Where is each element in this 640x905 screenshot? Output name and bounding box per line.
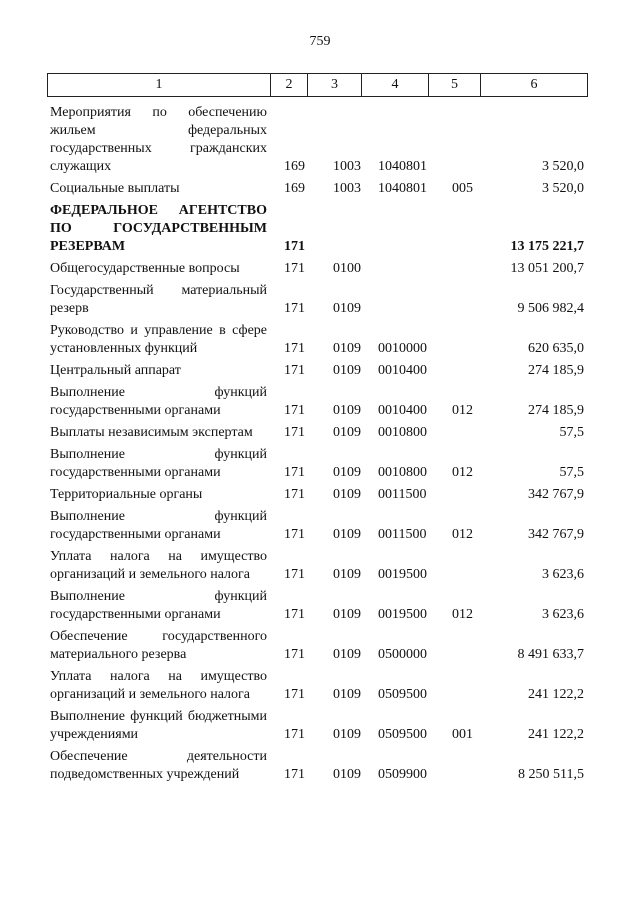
row-csr: 0010000 — [378, 341, 427, 356]
table-row — [50, 362, 586, 380]
table-row — [50, 486, 586, 504]
row-name: Выплаты независимым экспертам — [50, 425, 253, 440]
row-sum: 3 520,0 — [542, 181, 584, 196]
table-row — [50, 104, 586, 176]
row-rz: 0109 — [333, 425, 361, 440]
row-vr: 012 — [452, 607, 473, 622]
row-ved: 171 — [284, 767, 305, 782]
row-ved: 171 — [284, 261, 305, 276]
table-row — [50, 322, 586, 358]
row-sum: 13 175 221,7 — [510, 239, 584, 254]
table-row — [50, 508, 586, 544]
row-csr: 0500000 — [378, 647, 427, 662]
row-name: Центральный аппарат — [50, 363, 181, 378]
row-csr: 0509500 — [378, 687, 427, 702]
row-rz: 0109 — [333, 567, 361, 582]
table-row — [50, 180, 586, 198]
row-vr: 001 — [452, 727, 473, 742]
row-rz: 0109 — [333, 363, 361, 378]
column-header-3: 3 — [308, 74, 362, 97]
row-ved: 171 — [284, 341, 305, 356]
row-name: Социальные выплаты — [50, 181, 180, 196]
row-ved: 171 — [284, 567, 305, 582]
row-csr: 0010800 — [378, 465, 427, 480]
row-ved: 171 — [284, 403, 305, 418]
row-name: Выполнение функций бюджетными учреждениями — [50, 709, 267, 742]
row-sum: 342 767,9 — [528, 487, 584, 502]
table-row-agency-total — [50, 202, 586, 256]
row-sum: 342 767,9 — [528, 527, 584, 542]
budget-table-body — [50, 104, 586, 788]
row-sum: 241 122,2 — [528, 727, 584, 742]
row-sum: 57,5 — [559, 465, 584, 480]
row-ved: 171 — [284, 465, 305, 480]
table-row — [50, 384, 586, 420]
row-sum: 274 185,9 — [528, 403, 584, 418]
row-name: Выполнение функций государственными органами — [50, 509, 267, 542]
row-csr: 0019500 — [378, 567, 427, 582]
column-header-row — [48, 74, 588, 97]
column-header-1: 1 — [48, 74, 271, 97]
row-ved: 171 — [284, 647, 305, 662]
row-name: Уплата налога на имущество организаций и земельного налога — [50, 669, 267, 702]
row-sum: 9 506 982,4 — [517, 301, 584, 316]
row-ved: 171 — [284, 363, 305, 378]
column-header-2: 2 — [271, 74, 308, 97]
row-sum: 13 051 200,7 — [510, 261, 584, 276]
table-row — [50, 668, 586, 704]
row-csr: 0010400 — [378, 403, 427, 418]
row-sum: 57,5 — [559, 425, 584, 440]
row-ved: 169 — [284, 181, 305, 196]
row-csr: 0010800 — [378, 425, 427, 440]
row-sum: 3 520,0 — [542, 159, 584, 174]
row-name: Уплата налога на имущество организаций и земельного налога — [50, 549, 267, 582]
row-ved: 171 — [284, 607, 305, 622]
row-name: Государственный материальный резерв — [50, 283, 267, 316]
row-sum: 8 250 511,5 — [518, 767, 584, 782]
row-rz: 0109 — [333, 767, 361, 782]
table-row — [50, 260, 586, 278]
table-row — [50, 548, 586, 584]
row-vr: 005 — [452, 181, 473, 196]
row-ved: 169 — [284, 159, 305, 174]
row-name: Выполнение функций государственными органами — [50, 447, 267, 480]
column-header-4: 4 — [362, 74, 429, 97]
page-number: 759 — [309, 34, 331, 49]
row-ved: 171 — [284, 727, 305, 742]
row-name: Территориальные органы — [50, 487, 203, 502]
row-sum: 3 623,6 — [542, 607, 584, 622]
row-vr: 012 — [452, 465, 473, 480]
row-name: ФЕДЕРАЛЬНОЕ АГЕНТСТВО ПО ГОСУДАРСТВЕННЫМ РЕЗЕРВАМ — [50, 203, 267, 254]
row-ved: 171 — [284, 687, 305, 702]
row-csr: 0509500 — [378, 727, 427, 742]
row-name: Общегосударственные вопросы — [50, 261, 240, 276]
row-rz: 0100 — [333, 261, 361, 276]
row-sum: 3 623,6 — [542, 567, 584, 582]
row-ved: 171 — [284, 239, 305, 254]
row-csr: 0509900 — [378, 767, 427, 782]
row-csr: 0010400 — [378, 363, 427, 378]
table-row — [50, 748, 586, 784]
row-name: Выполнение функций государственными органами — [50, 589, 267, 622]
row-name: Руководство и управление в сфере установленных функций — [50, 323, 267, 356]
row-rz: 0109 — [333, 527, 361, 542]
row-sum: 274 185,9 — [528, 363, 584, 378]
row-name: Обеспечение государственного материального резерва — [50, 629, 267, 662]
row-vr: 012 — [452, 527, 473, 542]
row-csr: 0011500 — [378, 527, 427, 542]
row-rz: 1003 — [333, 159, 361, 174]
column-header-5: 5 — [429, 74, 481, 97]
column-header-table — [47, 73, 588, 97]
row-sum: 241 122,2 — [528, 687, 584, 702]
row-rz: 1003 — [333, 181, 361, 196]
row-csr: 0011500 — [378, 487, 427, 502]
table-row — [50, 282, 586, 318]
row-rz: 0109 — [333, 727, 361, 742]
table-row — [50, 708, 586, 744]
column-header-6: 6 — [481, 74, 588, 97]
row-name: Выполнение функций государственными органами — [50, 385, 267, 418]
row-vr: 012 — [452, 403, 473, 418]
row-csr: 0019500 — [378, 607, 427, 622]
row-rz: 0109 — [333, 607, 361, 622]
row-sum: 8 491 633,7 — [517, 647, 584, 662]
row-sum: 620 635,0 — [528, 341, 584, 356]
row-ved: 171 — [284, 487, 305, 502]
row-rz: 0109 — [333, 301, 361, 316]
table-row — [50, 446, 586, 482]
table-row — [50, 424, 586, 442]
table-row — [50, 628, 586, 664]
row-rz: 0109 — [333, 647, 361, 662]
row-rz: 0109 — [333, 487, 361, 502]
row-csr: 1040801 — [378, 159, 427, 174]
row-name: Мероприятия по обеспечению жильем федеральных государственных гражданских служащих — [50, 105, 267, 174]
row-rz: 0109 — [333, 465, 361, 480]
row-ved: 171 — [284, 425, 305, 440]
row-rz: 0109 — [333, 687, 361, 702]
row-rz: 0109 — [333, 403, 361, 418]
row-csr: 1040801 — [378, 181, 427, 196]
row-ved: 171 — [284, 527, 305, 542]
row-ved: 171 — [284, 301, 305, 316]
row-rz: 0109 — [333, 341, 361, 356]
row-name: Обеспечение деятельности подведомственных учреждений — [50, 749, 267, 782]
table-row — [50, 588, 586, 624]
